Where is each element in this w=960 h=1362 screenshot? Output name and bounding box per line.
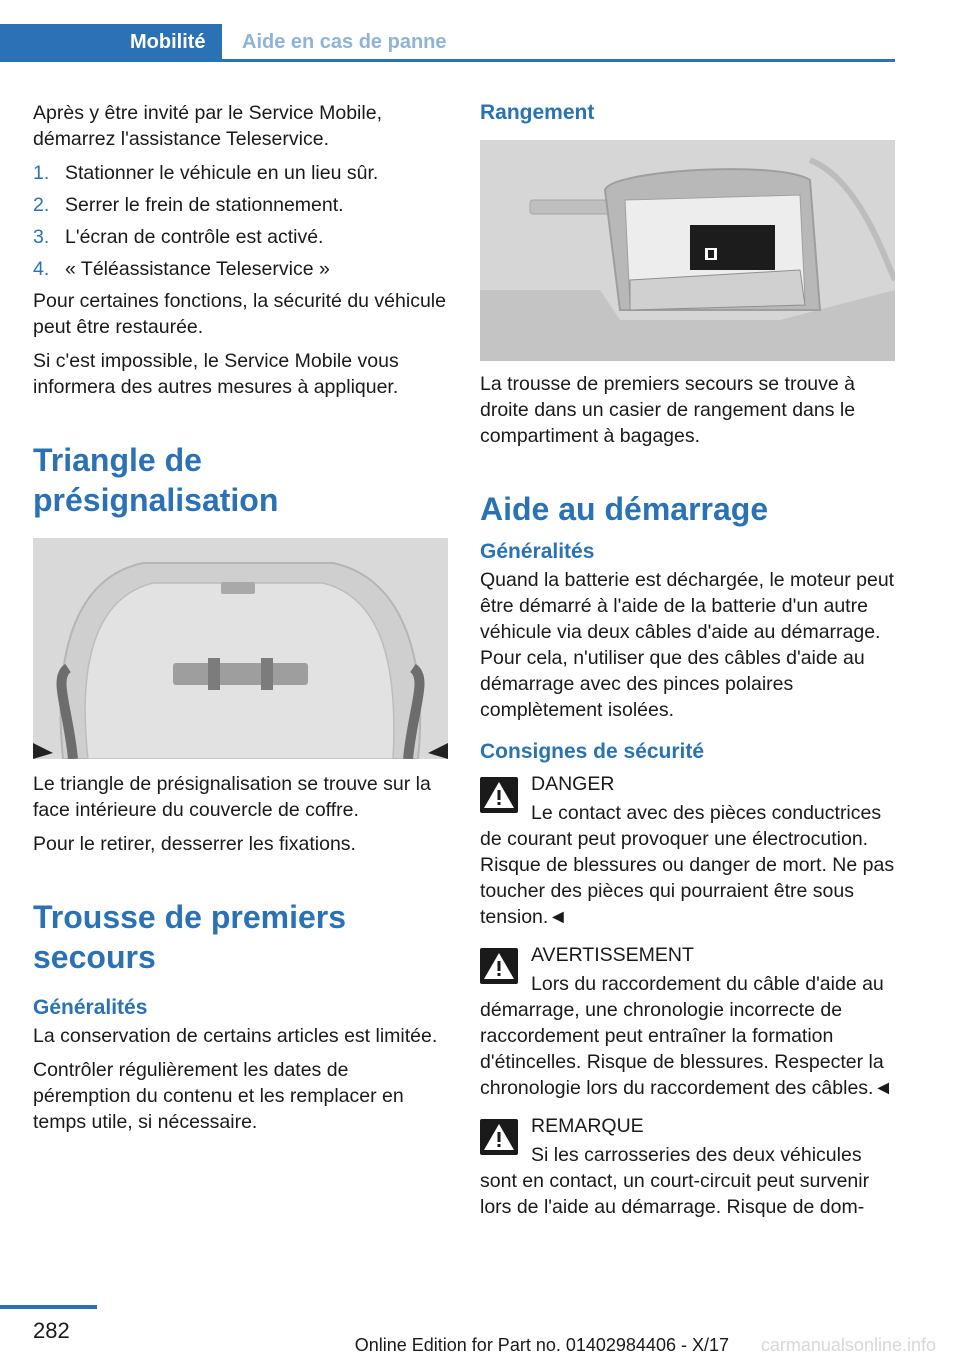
warning-danger	[480, 771, 895, 930]
step-number: 4.	[33, 258, 50, 280]
warning-icon	[480, 948, 518, 984]
paragraph: Pour le retirer, desserrer les fixations.	[33, 833, 356, 855]
warning-icon	[480, 1119, 518, 1155]
warning-heading: REMARQUE	[531, 1115, 644, 1137]
paragraph: Le triangle de présignalisation se trouve sur la face intérieure du couvercle de coffre.	[33, 773, 431, 821]
watermark: carmanualsonline.info	[760, 1335, 936, 1355]
right-column	[480, 100, 895, 1232]
step-number: 1.	[33, 162, 50, 184]
step-text: Stationner le véhicule en un lieu sûr.	[65, 162, 379, 184]
warning-text: Le contact avec des pièces conductrices de courant peut provoquer une électrocution. Risque de blessures ou danger de mort. Ne pas toucher des pièces qui pourraient être sous tension.◄	[480, 802, 895, 928]
paragraph: Si c'est impossible, le Service Mobile vous informera des autres mesures à appliquer.	[33, 350, 399, 398]
subsection-title-rangement: Rangement	[480, 101, 595, 124]
tab-mobilite[interactable]: Mobilité	[0, 24, 222, 59]
paragraph: Contrôler régulièrement les dates de péremption du contenu et les remplacer en temps utile, si nécessaire.	[33, 1059, 404, 1133]
warning-icon	[480, 777, 518, 813]
subsection-title: Généralités	[33, 996, 148, 1019]
section-title-kit: Trousse de premiers secours	[33, 899, 347, 975]
page-number-bar	[0, 1305, 97, 1309]
step-text: Serrer le frein de stationnement.	[65, 194, 344, 216]
step-number: 3.	[33, 226, 50, 248]
step-number: 2.	[33, 194, 50, 216]
list-item	[33, 192, 448, 218]
storage-compartment-image	[480, 140, 895, 361]
warning-avertissement	[480, 942, 895, 1101]
paragraph: La conservation de certains articles est limitée.	[33, 1025, 438, 1047]
warning-text: Lors du raccordement du câble d'aide au démarrage, une chronologie incorrecte de raccordement peut entraîner la formation d'étincelles. Risque de blessures. Respecter la chronologie lors du raccordement des câbles.◄	[480, 973, 893, 1099]
steps-list	[33, 160, 448, 282]
list-item	[33, 224, 448, 250]
header-tabs	[0, 24, 895, 62]
tab-aide-panne[interactable]: Aide en cas de panne	[242, 31, 447, 53]
trunk-lid-image	[33, 538, 448, 759]
step-text: L'écran de contrôle est activé.	[65, 226, 324, 248]
section-title-triangle: Triangle de présignalisation	[33, 442, 279, 518]
list-item	[33, 160, 448, 186]
paragraph: Quand la batterie est déchargée, le moteur peut être démarré à l'aide de la batterie d'un autre véhicule via deux câbles d'aide au démarrage. Pour cela, n'utiliser que des câbles d'aide au démarrage avec des pinces polaires complètement isolées.	[480, 569, 895, 721]
subsection-title-safety: Consignes de sécurité	[480, 740, 705, 763]
intro-text: Après y être invité par le Service Mobile, démarrez l'assistance Teleservice.	[33, 102, 382, 150]
page-number: 282	[33, 1318, 70, 1343]
step-text: « Téléassistance Teleservice »	[65, 258, 330, 280]
left-column	[33, 100, 448, 1143]
warning-remarque	[480, 1113, 895, 1220]
paragraph: La trousse de premiers secours se trouve à droite dans un casier de rangement dans le compartiment à bagages.	[480, 373, 856, 447]
list-item	[33, 256, 448, 282]
edition-text: Online Edition for Part no. 01402984406 - X/17	[354, 1335, 729, 1355]
paragraph: Pour certaines fonctions, la sécurité du véhicule peut être restaurée.	[33, 290, 446, 338]
warning-text: Si les carrosseries des deux véhicules sont en contact, un court-circuit peut survenir lors de l'aide au démarrage. Risque de dom-	[480, 1144, 870, 1218]
subsection-title: Généralités	[480, 540, 595, 563]
section-title-jump-start: Aide au démarrage	[480, 491, 769, 527]
warning-heading: DANGER	[531, 773, 615, 795]
warning-heading: AVERTISSEMENT	[531, 944, 694, 966]
